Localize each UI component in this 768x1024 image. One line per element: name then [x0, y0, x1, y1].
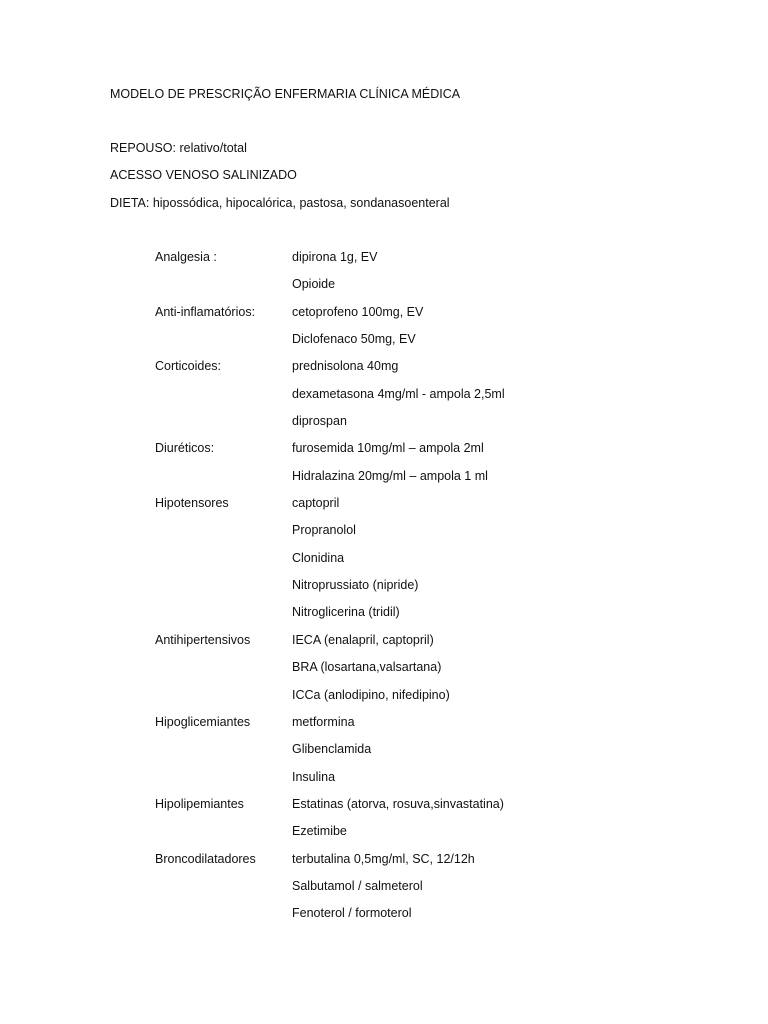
prescription-row — [0, 741, 768, 768]
prescription-list — [0, 249, 768, 933]
prescription-row — [0, 851, 768, 878]
prescription-row — [0, 550, 768, 577]
prescription-row — [0, 386, 768, 413]
prescription-drug: Salbutamol / salmeterol — [292, 878, 423, 893]
prescription-row — [0, 659, 768, 686]
prescription-drug: furosemida 10mg/ml – ampola 2ml — [292, 441, 484, 456]
prescription-drug: diprospan — [292, 414, 347, 429]
prescription-row — [0, 796, 768, 823]
prescription-category: Diuréticos: — [155, 441, 215, 456]
prescription-drug: Insulina — [292, 769, 336, 784]
acesso-line: ACESSO VENOSO SALINIZADO — [110, 168, 297, 182]
prescription-drug: BRA (losartana,valsartana) — [292, 660, 442, 675]
prescription-drug: Fenoterol / formoterol — [292, 906, 412, 921]
prescription-drug: Clonidina — [292, 550, 345, 565]
prescription-category: Hipoglicemiantes — [155, 714, 251, 729]
prescription-row — [0, 495, 768, 522]
prescription-drug: Nitroglicerina (tridil) — [292, 605, 400, 620]
prescription-row — [0, 823, 768, 850]
prescription-row — [0, 304, 768, 331]
prescription-row — [0, 440, 768, 467]
prescription-drug: prednisolona 40mg — [292, 359, 399, 374]
prescription-category: Hipotensores — [155, 496, 229, 511]
prescription-drug: IECA (enalapril, captopril) — [292, 632, 434, 647]
prescription-row — [0, 632, 768, 659]
prescription-drug: Opioide — [292, 277, 336, 292]
prescription-drug: ICCa (anlodipino, nifedipino) — [292, 687, 450, 702]
prescription-row — [0, 358, 768, 385]
prescription-drug: Diclofenaco 50mg, EV — [292, 332, 416, 347]
prescription-row — [0, 769, 768, 796]
prescription-row — [0, 714, 768, 741]
prescription-drug: Propranolol — [292, 523, 356, 538]
prescription-row — [0, 249, 768, 276]
prescription-drug: Nitroprussiato (nipride) — [292, 578, 419, 593]
prescription-category: Corticoides: — [155, 359, 221, 374]
prescription-row — [0, 905, 768, 932]
prescription-row — [0, 878, 768, 905]
prescription-category: Broncodilatadores — [155, 851, 256, 866]
prescription-row — [0, 522, 768, 549]
prescription-drug: Hidralazina 20mg/ml – ampola 1 ml — [292, 468, 488, 483]
repouso-line: REPOUSO: relativo/total — [110, 141, 247, 155]
prescription-row — [0, 687, 768, 714]
prescription-category: Antihipertensivos — [155, 632, 251, 647]
prescription-row — [0, 331, 768, 358]
prescription-drug: metformina — [292, 714, 355, 729]
prescription-row — [0, 413, 768, 440]
prescription-drug: Estatinas (atorva, rosuva,sinvastatina) — [292, 796, 504, 811]
prescription-category: Hipolipemiantes — [155, 796, 244, 811]
prescription-row — [0, 468, 768, 495]
dieta-line: DIETA: hipossódica, hipocalórica, pastosa, sondanasoenteral — [110, 196, 450, 210]
document-title: MODELO DE PRESCRIÇÃO ENFERMARIA CLÍNICA MÉDICA — [110, 87, 461, 101]
prescription-drug: terbutalina 0,5mg/ml, SC, 12/12h — [292, 851, 475, 866]
prescription-row — [0, 276, 768, 303]
prescription-drug: Glibenclamida — [292, 742, 372, 757]
prescription-category: Analgesia : — [155, 250, 217, 264]
prescription-category: Anti-inflamatórios: — [155, 304, 256, 319]
prescription-drug: dipirona 1g, EV — [292, 250, 378, 264]
prescription-drug: dexametasona 4mg/ml - ampola 2,5ml — [292, 386, 505, 401]
prescription-drug: cetoprofeno 100mg, EV — [292, 304, 424, 319]
prescription-row — [0, 577, 768, 604]
prescription-drug: captopril — [292, 496, 340, 511]
prescription-row — [0, 604, 768, 631]
prescription-drug: Ezetimibe — [292, 824, 347, 839]
